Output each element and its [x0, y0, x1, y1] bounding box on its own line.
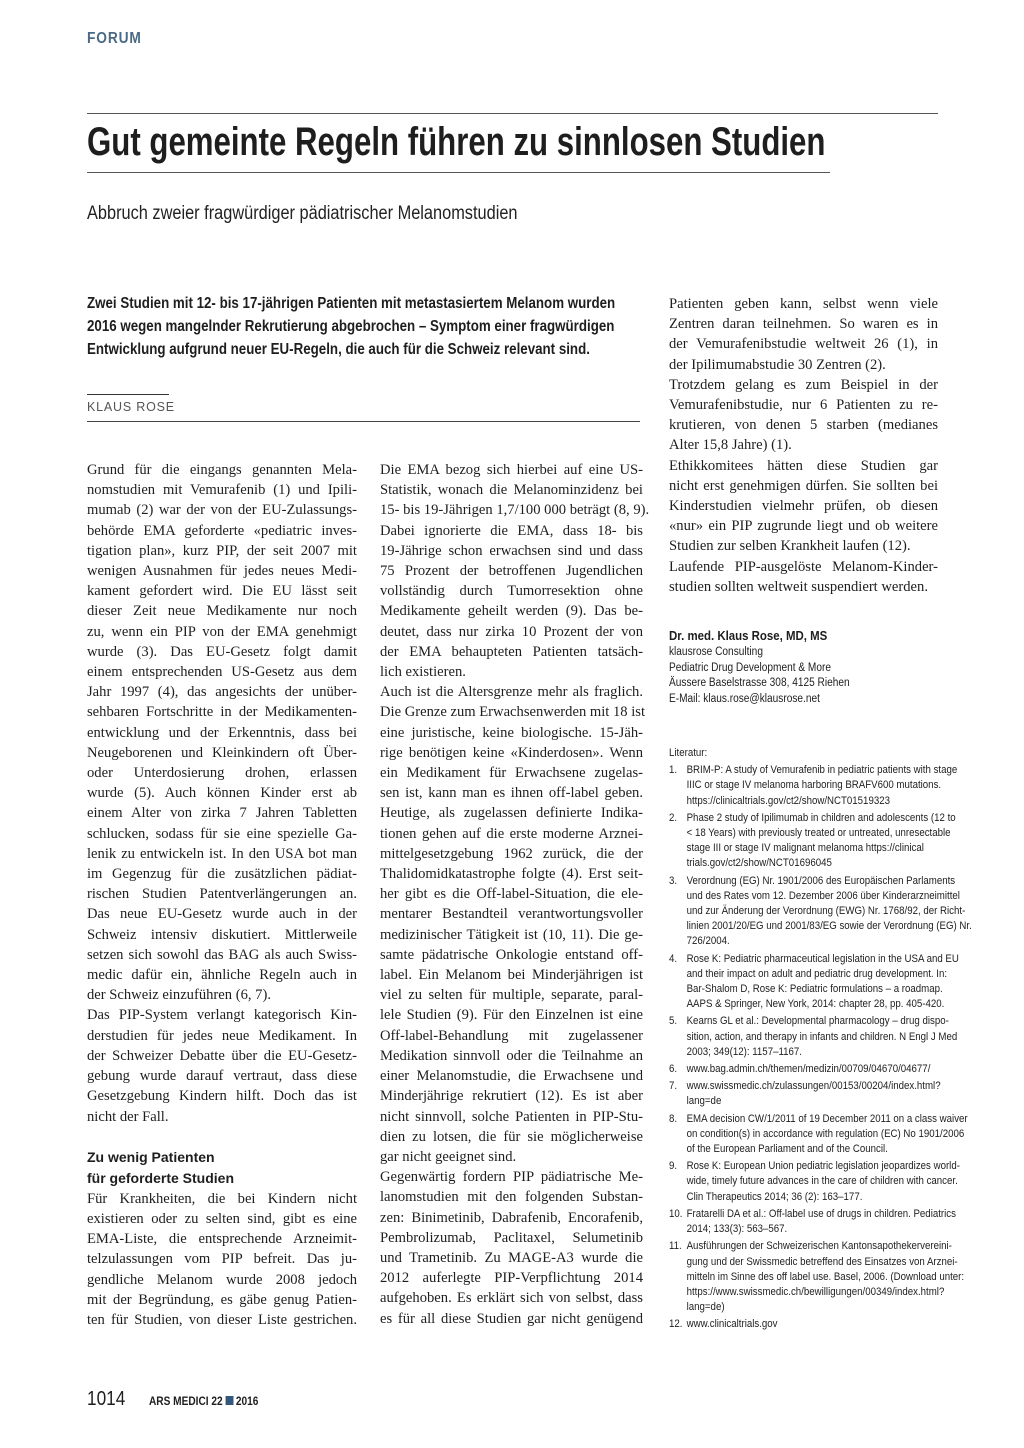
body-line: dieser Zeit neue Medikamente nur noch	[87, 603, 357, 620]
contact-name: Dr. med. Klaus Rose, MD, MS	[669, 628, 828, 643]
reference-line: Phase 2 study of Ipilimumab in children and adolescents (12 to	[686, 811, 956, 824]
reference-number: 10.	[669, 1207, 683, 1220]
body-line: behörde EMA geforderte «pediatric inves-	[87, 522, 357, 539]
lead-line: 2016 wegen mangelnder Rekrutierung abgebrochen – Symptom einer fragwürdigen	[87, 318, 615, 335]
body-line: der EMA behaupteten Patienten tatsäch-	[380, 643, 643, 660]
journal-name: ARS MEDICI 22	[149, 1396, 223, 1408]
body-line: derstudien für jedes neue Medikament. In	[87, 1027, 357, 1044]
reference-item	[669, 1207, 956, 1237]
lead-line: Entwicklung aufgrund neuer EU-Regeln, die auch für die Schweiz relevant sind.	[87, 341, 590, 358]
body-line: Schweiz intensiv diskutiert. Mittlerweile	[87, 926, 357, 943]
body-line: schlucken, sodass für sie eine spezielle Ga-	[87, 825, 357, 842]
body-line: es für all diese Studien gar nicht genügend	[380, 1310, 643, 1327]
body-line: Off-label-Behandlung mit zugelassener	[380, 1027, 643, 1044]
body-line: nicht erst genehmigen dürfen. Sie sollten bei	[669, 477, 938, 494]
body-line: oder Unterdosierung drohen, erlassen	[87, 765, 357, 782]
body-line: Jahr 1997 (4), das angesichts der unüber-	[87, 684, 357, 701]
body-line: tigation plan», kurz PIP, der seit 2007 mit	[87, 542, 357, 559]
body-line: Die EMA bezog sich hierbei auf eine US-	[380, 462, 643, 478]
body-line: Statistik, wonach die Melanominzidenz bei	[380, 482, 643, 499]
references-heading: Literatur:	[669, 747, 708, 759]
reference-line: https://www.swissmedic.ch/bewilligungen/00349/index.html?	[686, 1285, 945, 1298]
body-column-3	[669, 294, 938, 597]
body-line: ein Medikament für Erwachsene zugelas-	[380, 765, 643, 782]
subheading	[87, 1147, 357, 1189]
body-line: 75 Prozent der betroffenen Jugendlichen	[380, 563, 643, 580]
body-line: Zentren daran teilnehmen. So waren es in	[669, 316, 938, 333]
contact-line: Pediatric Drug Development & More	[669, 661, 832, 674]
body-line: gendliche Melanom wurde 2008 jedoch	[87, 1271, 357, 1288]
paragraph-gap	[87, 1127, 357, 1147]
body-line: einem entsprechenden US-Gesetz aus dem	[87, 664, 357, 681]
body-line: rige benötigen keine «Kinderdosen». Wenn	[380, 744, 643, 761]
body-line: 15- bis 19-Jährigen 1,7/100 000 beträgt (8, 9).	[380, 502, 650, 519]
reference-item	[669, 1079, 941, 1109]
body-line: Laufende PIP-ausgelöste Melanom-Kinder-	[669, 558, 938, 575]
reference-item	[669, 1014, 958, 1060]
body-line: krutieren, von denen 5 starben (medianes	[669, 417, 938, 434]
reference-line: wide, timely future advances in the care of children with cancer.	[686, 1175, 958, 1188]
reference-item	[669, 874, 972, 950]
reference-line: BRIM-P: A study of Vemurafenib in pediatric patients with stage	[686, 764, 958, 777]
reference-line: https://clinicaltrials.gov/ct2/show/NCT01519323	[686, 794, 890, 807]
article-subtitle: Abbruch zweier fragwürdiger pädiatrischer Melanomstudien	[87, 203, 518, 224]
body-line: Ethikkomitees hätten diese Studien gar	[669, 457, 938, 474]
body-line: aufgehoben. Es erklärt sich von selbst, dass	[380, 1290, 643, 1307]
body-line: wurde (3). Das EU-Gesetz folgt damit	[87, 643, 357, 660]
reference-number: 8.	[669, 1112, 678, 1125]
reference-item	[669, 1112, 968, 1158]
body-line: lanomstudien mit den folgenden Substan-	[380, 1189, 643, 1206]
body-line: telzulassungen vom PIP befreit. Das ju-	[87, 1251, 357, 1268]
reference-line: mitteln im Sinne des off label use. Basel, 2006. (Download unter:	[686, 1270, 965, 1283]
reference-line: linien 2001/20/EG und 2001/83/EG sowie der Verordnung (EG) Nr.	[686, 920, 972, 933]
reference-item	[669, 1239, 965, 1315]
body-line: wenigen Ausnahmen für jedes neues Medi-	[87, 563, 357, 580]
reference-line: IIIC or stage IV melanoma harboring BRAFV600 mutations.	[686, 779, 942, 792]
reference-line: Rose K: Pediatric pharmaceutical legislation in the USA and EU	[686, 952, 959, 965]
body-line: im Gegenzug für die zusätzlichen pädiat-	[87, 866, 357, 883]
reference-number: 12.	[669, 1318, 683, 1331]
subheading-line: für geforderte Studien	[87, 1169, 235, 1186]
body-line: Das PIP-System verlangt kategorisch Kin-	[87, 1007, 357, 1024]
reference-line: AAPS & Springer, New York, 2014: chapter 28, pp. 405-420.	[686, 998, 945, 1011]
reference-line: und zur Änderung der Verordnung (EWG) Nr. 1768/92, der Richt-	[686, 905, 966, 918]
body-line: Alter 15,8 Jahre) (1).	[669, 437, 792, 454]
reference-line: Fratarelli DA et al.: Off-label use of drugs in children. Pediatrics	[686, 1207, 956, 1220]
body-line: Dabei ignorierte die EMA, dass 18- bis	[380, 522, 643, 539]
reference-line: gung und der Swissmedic betreffend des Einsatzes von Arznei-	[686, 1255, 958, 1268]
subheading-line: Zu wenig Patienten	[87, 1148, 215, 1165]
top-divider	[87, 113, 938, 114]
body-line: Medikation sinnvoll oder die Teilnahme an	[380, 1047, 643, 1064]
journal-year: 2016	[235, 1396, 259, 1408]
page-footer	[87, 1388, 259, 1411]
reference-line: Clin Therapeutics 2014; 36 (2): 163–177.	[686, 1190, 863, 1203]
reference-number: 1.	[669, 764, 678, 777]
body-line: Auch ist die Altersgrenze mehr als fraglich.	[380, 684, 643, 701]
body-line: Pembrolizumab, Paclitaxel, Selumetinib	[380, 1229, 643, 1246]
body-line: dien zu lotsen, die für sie möglicherweise	[380, 1128, 643, 1145]
reference-number: 4.	[669, 952, 678, 965]
body-line: tionen gehen auf die erste moderne Arznei-	[380, 825, 643, 842]
body-line: entwicklung und der Erkenntnis, dass bei	[87, 724, 357, 741]
body-line: Medikamente geheilt werden (9). Das be-	[380, 603, 643, 620]
reference-line: Ausführungen der Schweizerischen Kantonsapothekervereini-	[686, 1240, 952, 1253]
reference-line: 726/2004.	[686, 935, 730, 948]
reference-number: 9.	[669, 1160, 678, 1173]
reference-line: www.clinicaltrials.gov	[686, 1318, 778, 1331]
body-line: Studien zur selben Krankheit laufen (12).	[669, 538, 911, 555]
reference-line: sition, action, and therapy in infants and children. N Engl J Med	[686, 1030, 958, 1043]
body-line: lenik zu entwickeln ist. In den USA bot man	[87, 845, 357, 862]
body-line: Das neue EU-Gesetz wurde auch in der	[87, 906, 357, 923]
reference-item	[669, 763, 958, 809]
section-label: FORUM	[87, 30, 142, 47]
author-byline: KLAUS ROSE	[87, 400, 175, 414]
body-line: einer Melanomstudie, die Erwachsene und	[380, 1068, 643, 1085]
body-line: sen ist, kann man es ihnen off-label geben.	[380, 785, 643, 802]
body-line: setzen sich sowohl das BAG als auch Swiss-	[87, 946, 357, 963]
body-line: existieren oder zu selten sind, gibt es eine	[87, 1210, 357, 1227]
body-line: label. Ein Melanom bei Minderjährigen ist	[380, 967, 643, 984]
reference-line: on condition(s) in accordance with regulation (EC) No 1901/2006	[686, 1127, 965, 1140]
reference-item	[669, 952, 959, 1013]
lead-line: Zwei Studien mit 12- bis 17-jährigen Patienten mit metastasiertem Melanom wurden	[87, 295, 616, 312]
body-line: der Vemurafenibstudie weltweit 26 (1), in	[669, 336, 938, 353]
body-line: gebung wurde darauf vertraut, dass diese	[87, 1068, 357, 1085]
body-line: mittelgesetzgebung 1962 zurück, die der	[380, 845, 643, 862]
body-line: mit der Begründung, es gäbe genug Patien-	[87, 1291, 357, 1308]
body-line: der Ipilimumabstudie 30 Zentren (2).	[669, 356, 886, 373]
reference-number: 3.	[669, 874, 678, 887]
reference-line: EMA decision CW/1/2011 of 19 December 2011 on a class waiver	[686, 1112, 968, 1125]
body-line: Patienten geben kann, selbst wenn viele	[669, 296, 938, 312]
body-line: Neugeborenen und Kleinkindern oft Über-	[87, 744, 357, 761]
body-line: mentarer Bestandteil verantwortungsvoller	[380, 906, 643, 923]
reference-item	[669, 811, 956, 872]
page-number: 1014	[87, 1388, 126, 1410]
body-line: lich existieren.	[380, 664, 466, 681]
body-line: Trotzdem gelang es zum Beispiel in der	[669, 376, 938, 393]
body-line: sehbaren Fortschritte in der Medikamenten-	[87, 704, 357, 721]
reference-line: of the European Parliament and of the Council.	[686, 1143, 888, 1156]
body-line: EMA-Liste, die entsprechende Arzneimit-	[87, 1231, 357, 1248]
reference-line: www.swissmedic.ch/zulassungen/00153/00204/index.html?	[686, 1080, 941, 1093]
body-line: Vemurafenibstudie, nur 6 Patienten zu re-	[669, 397, 938, 414]
reference-line: 2014; 133(3): 563–567.	[686, 1223, 788, 1236]
reference-line: stage III or stage IV malignant melanoma https://clinical	[686, 842, 924, 855]
body-line: Für Krankheiten, die bei Kindern nicht	[87, 1190, 357, 1207]
body-line: Thalidomidkatastrophe folgte (4). Erst seit-	[380, 866, 643, 883]
body-line: Minderjährige rekrutiert (12). Es ist aber	[380, 1088, 643, 1105]
body-line: vollständig durch Tumorresektion ohne	[380, 583, 643, 600]
body-line: wurde (5). Auch können Kinder erst ab	[87, 785, 357, 802]
body-column-1	[87, 460, 357, 1330]
body-line: ten für Studien, von dieser Liste gestrichen.	[87, 1311, 357, 1328]
body-line: her gibt es die Off-label-Situation, die ele-	[380, 886, 643, 903]
reference-item	[669, 1317, 938, 1332]
body-line: Gesetzgebung Kindern hilft. Doch das ist	[87, 1088, 357, 1105]
body-line: nomstudien mit Vemurafenib (1) und Ipili-	[87, 482, 357, 499]
body-line: und Trametinib. Zu MAGE-A3 wurde die	[380, 1249, 643, 1266]
body-line: einem Alter von zirka 7 Jahren Tabletten	[87, 805, 357, 822]
lead-paragraph	[87, 292, 637, 361]
body-line: kament gefordert wird. Die EU lässt seit	[87, 583, 357, 600]
reference-number: 5.	[669, 1015, 678, 1028]
body-line: Grund für die eingangs genannten Mela-	[87, 462, 357, 478]
body-line: samte pädatrische Onkologie entstand off-	[380, 946, 643, 963]
body-line: studien sollten weltweit suspendiert werden.	[669, 578, 928, 595]
body-line: der Schweizer Debatte über die EU-Gesetz-	[87, 1047, 357, 1064]
body-line: medic dafür ein, ähnliche Regeln auch in	[87, 967, 357, 984]
title-underline	[87, 172, 830, 173]
contact-email: E-Mail: klaus.rose@klausrose.net	[669, 692, 820, 705]
reference-line: www.bag.admin.ch/themen/medizin/00709/04670/04677/	[686, 1063, 931, 1076]
body-line: Gegenwärtig fordern PIP pädiatrische Me-	[380, 1169, 643, 1186]
body-line: lele Studien (9). Für den Einzelnen ist eine	[380, 1007, 643, 1024]
body-line: Die Grenze zum Erwachsenwerden mit 18 ist	[380, 704, 646, 721]
author-contact	[669, 626, 850, 707]
body-column-2	[380, 460, 650, 1329]
body-line: viel zu selten für multiple, separate, paral-	[380, 987, 643, 1004]
reference-line: und des Rates vom 12. Dezember 2006 über Kinderarzneimittel	[686, 889, 960, 902]
body-line: «nur» ein PIP zugrunde liegt und ob weitere	[669, 518, 938, 535]
reference-line: trials.gov/ct2/show/NCT01696045	[686, 857, 832, 870]
reference-line: Verordnung (EG) Nr. 1901/2006 des Europäischen Parlaments	[686, 874, 956, 887]
author-divider	[87, 421, 640, 422]
reference-number: 6.	[669, 1063, 678, 1076]
contact-line: klausrose Consulting	[669, 646, 763, 658]
body-line: Kinderstudien vielmehr prüfen, ob diesen	[669, 498, 938, 515]
reference-number: 2.	[669, 811, 678, 824]
body-line: mumab (2) war der von der EU-Zulassungs-	[87, 502, 357, 519]
body-line: nicht der Fall.	[87, 1108, 169, 1125]
body-line: 2012 auferlegte PIP-Verpflichtung 2014	[380, 1270, 643, 1287]
reference-line: Bar-Shalom D, Rose K: Pediatric formulations – a roadmap.	[686, 983, 943, 996]
body-line: nicht sinnvoll, solche Patienten in PIP-Stu-	[380, 1108, 643, 1125]
reference-line: < 18 Years) with previously treated or untreated, unresectable	[686, 827, 951, 840]
body-line: Heutige, als zugelassen definierte Indika-	[380, 805, 643, 822]
reference-number: 7.	[669, 1080, 678, 1093]
body-line: zu, wenn ein PIP von der EMA genehmigt	[87, 623, 357, 640]
reference-number: 11.	[669, 1240, 682, 1253]
reference-line: lang=de)	[686, 1301, 725, 1314]
reference-line: lang=de	[686, 1095, 722, 1108]
reference-line: and their impact on adult and pediatric drug development. In:	[686, 967, 948, 980]
body-line: der Schweiz einzuführen (6, 7).	[87, 987, 271, 1004]
reference-item	[669, 1159, 960, 1205]
body-line: eine juristische, keine biologische. 15-Jäh-	[380, 724, 643, 741]
author-rule	[87, 394, 169, 395]
contact-line: Äussere Baselstrasse 308, 4125 Riehen	[669, 677, 850, 689]
body-line: 19-Jährige schon erwachsen sind und dass	[380, 542, 643, 559]
article-title: Gut gemeinte Regeln führen zu sinnlosen Studien	[87, 120, 826, 164]
body-line: gar nicht geeignet sind.	[380, 1148, 517, 1165]
reference-line: Rose K: European Union pediatric legislation jeopardizes world-	[686, 1160, 960, 1173]
square-icon	[225, 1396, 233, 1405]
reference-item	[669, 1062, 938, 1077]
body-line: zen: Binimetinib, Dabrafenib, Encorafenib,	[380, 1209, 643, 1226]
body-line: medizinischer Tätigkeit ist (10, 11). Die ge-	[380, 926, 643, 943]
reference-line: Kearns GL et al.: Developmental pharmacology – drug dispo-	[686, 1015, 949, 1028]
body-line: rischen Studien Patentverlängerungen an.	[87, 886, 357, 903]
journal-issue	[149, 1396, 258, 1408]
reference-line: 2003; 349(12): 1157–1167.	[686, 1045, 802, 1058]
body-line: deutet, dass nur zirka 10 Prozent der von	[380, 623, 643, 640]
reference-list	[669, 746, 972, 1335]
